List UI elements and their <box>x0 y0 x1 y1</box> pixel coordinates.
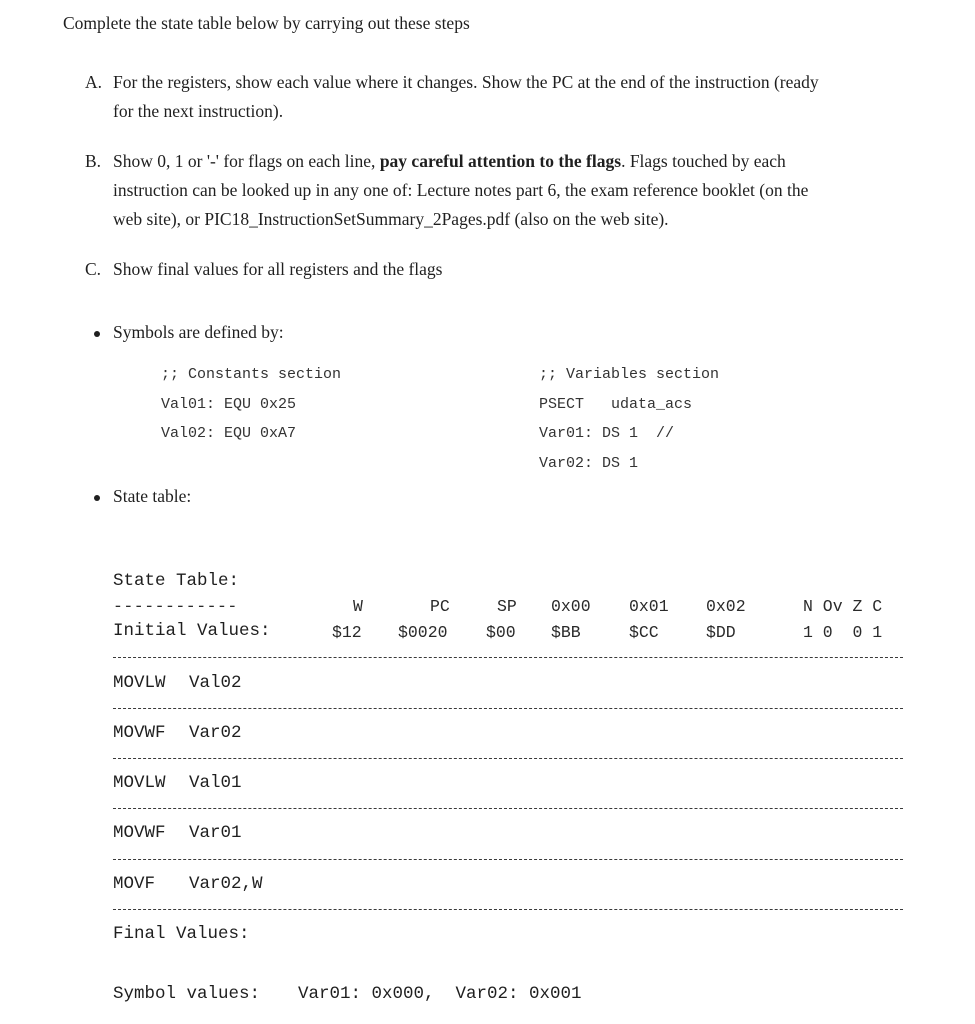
initial-0x00: $BB <box>551 623 581 642</box>
initial-values-label: Initial Values: <box>113 621 271 641</box>
step-b-post: . Flags touched by each <box>621 151 786 171</box>
header-0x00: 0x00 <box>551 597 591 616</box>
code-var02: Var02: DS 1 <box>539 455 639 472</box>
initial-0x02: $DD <box>706 623 736 642</box>
header-sp: SP <box>497 597 517 616</box>
initial-flags: 1 0 0 1 <box>803 623 883 642</box>
header-pc: PC <box>430 597 450 616</box>
step-a-text <box>113 68 913 126</box>
initial-w: $12 <box>332 623 362 642</box>
bullet-dot <box>94 495 100 501</box>
instr-opcode: MOVF <box>113 874 156 894</box>
row-divider <box>113 708 903 709</box>
step-b-line2: instruction can be looked up in any one of: Lecture notes part 6, the exam reference booklet (on the <box>113 180 809 200</box>
step-a-marker: A. <box>85 72 103 92</box>
header-w: W <box>353 597 363 616</box>
row-divider <box>113 657 903 658</box>
bullet-dot <box>94 331 100 337</box>
step-c-text <box>113 255 913 284</box>
step-c-marker: C. <box>85 259 102 279</box>
instr-opcode: MOVLW <box>113 773 166 793</box>
code-psect: PSECT udata_acs <box>539 396 693 413</box>
step-b-line1 <box>113 147 913 176</box>
step-a-line1: For the registers, show each value where it changes. Show the PC at the end of the instruction (ready <box>113 72 819 92</box>
code-val01: Val01: EQU 0x25 <box>161 396 297 413</box>
step-b-marker: B. <box>85 151 102 171</box>
step-b-text <box>113 147 913 234</box>
symbols-heading: Symbols are defined by: <box>113 322 284 342</box>
step-b-emphasis: pay careful attention to the flags <box>379 151 622 171</box>
header-0x01: 0x01 <box>629 597 669 616</box>
intro-text: Complete the state table below by carrying out these steps <box>63 13 470 33</box>
code-constants-comment: ;; Constants section <box>161 366 342 383</box>
header-0x02: 0x02 <box>706 597 746 616</box>
symbol-values-label: Symbol values: <box>113 984 261 1004</box>
code-var01: Var01: DS 1 // <box>539 425 675 442</box>
initial-0x01: $CC <box>629 623 659 642</box>
instr-opcode: MOVLW <box>113 673 166 693</box>
instr-opcode: MOVWF <box>113 723 166 743</box>
symbol-values: Var01: 0x000, Var02: 0x001 <box>298 984 582 1004</box>
row-divider <box>113 859 903 860</box>
step-c-line1: Show final values for all registers and the flags <box>113 259 443 279</box>
step-b-line3: web site), or PIC18_InstructionSetSummary_2Pages.pdf (also on the web site). <box>113 209 669 229</box>
instr-operand: Var02 <box>189 723 242 743</box>
initial-pc: $0020 <box>398 623 448 642</box>
header-flags: N Ov Z C <box>803 597 883 616</box>
instr-opcode: MOVWF <box>113 823 166 843</box>
instr-operand: Var01 <box>189 823 242 843</box>
title-rule: ------------ <box>113 597 238 616</box>
code-variables-comment: ;; Variables section <box>539 366 720 383</box>
step-a-line2: for the next instruction). <box>113 101 284 121</box>
step-b-pre: Show 0, 1 or '-' for flags on each line, <box>113 151 380 171</box>
instr-operand: Val01 <box>189 773 242 793</box>
row-divider <box>113 808 903 809</box>
instr-operand: Var02,W <box>189 874 263 894</box>
state-table-heading: State table: <box>113 486 192 506</box>
final-values-label: Final Values: <box>113 924 250 944</box>
code-val02: Val02: EQU 0xA7 <box>161 425 297 442</box>
state-table-title: State Table: <box>113 571 240 591</box>
initial-sp: $00 <box>486 623 516 642</box>
row-divider <box>113 758 903 759</box>
row-divider <box>113 909 903 910</box>
instr-operand: Val02 <box>189 673 242 693</box>
